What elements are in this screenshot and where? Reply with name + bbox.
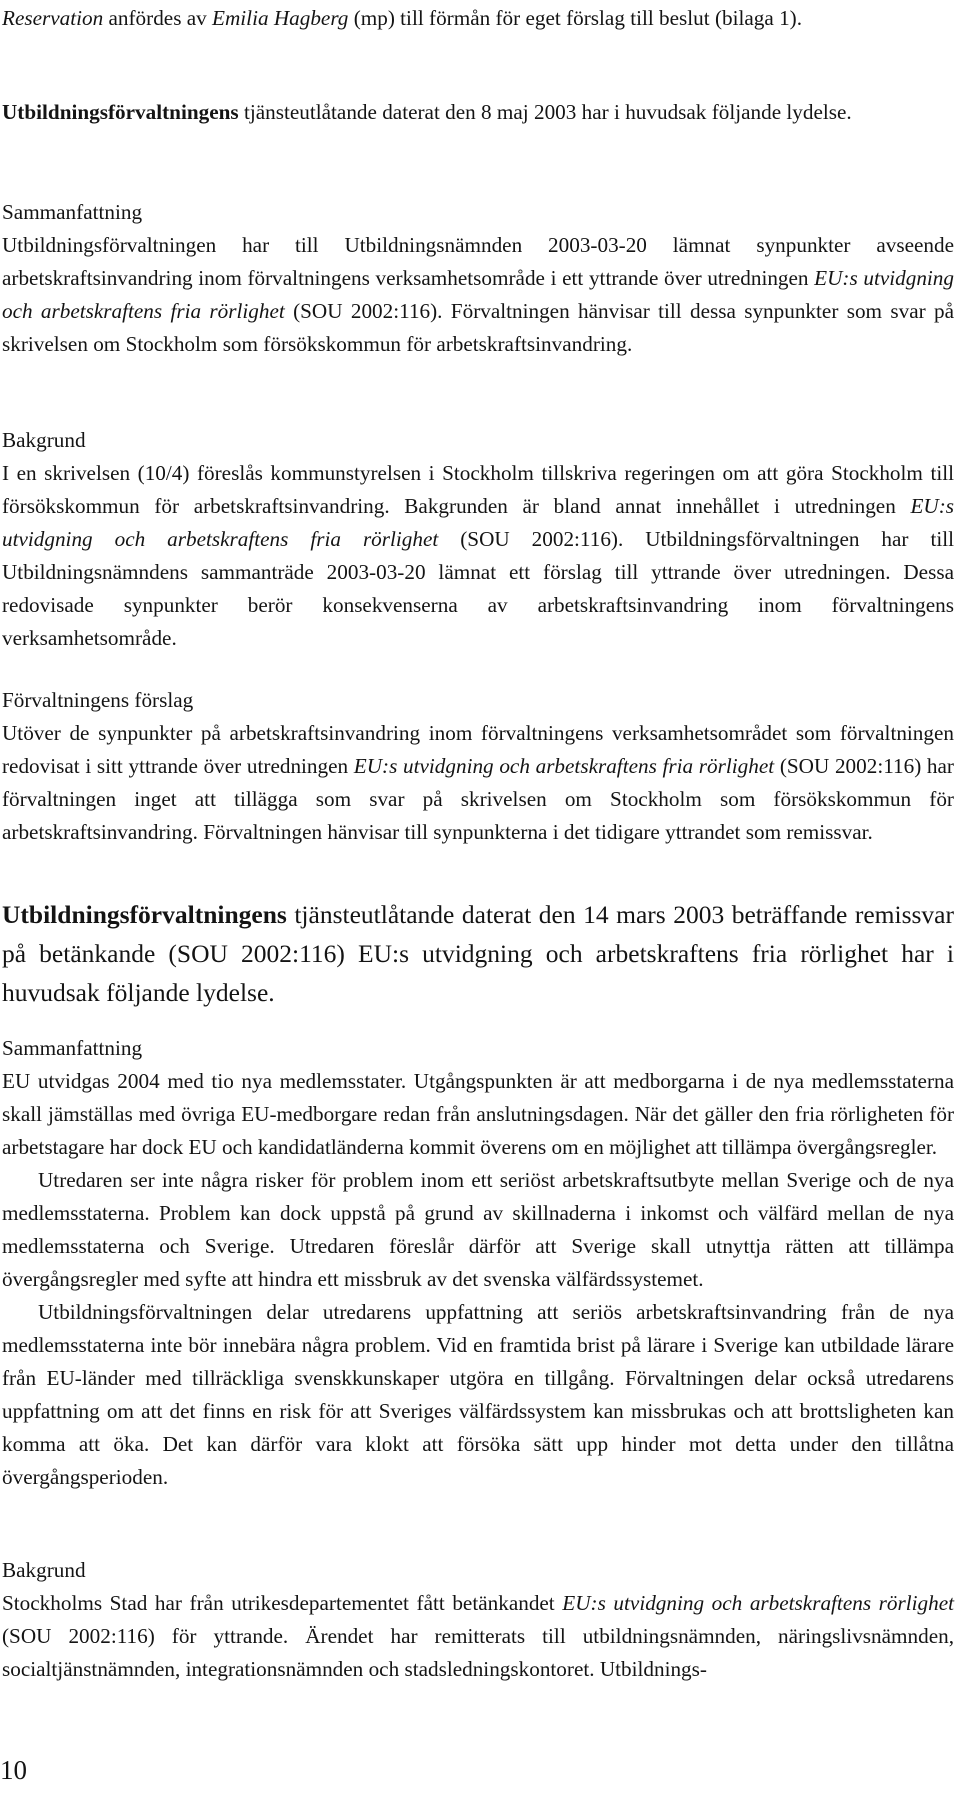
section-summary-1-heading: Sammanfattning bbox=[2, 200, 143, 224]
section-proposal-heading: Förvaltningens förslag bbox=[2, 688, 194, 712]
statement-intro-1-text: tjänsteutlåtande daterat den 8 maj 2003 har i huvudsak följande lydelse. bbox=[238, 100, 852, 124]
reservation-name: Emilia Hagberg bbox=[212, 6, 349, 30]
section-background-2 bbox=[2, 1554, 954, 1686]
section-summary-2 bbox=[2, 1032, 954, 1494]
section-proposal-text-2: (SOU 2002:116) har förvaltningen inget att tillägga som svar på skrivelsen om Stockholm som försökskommun för arbetskraftsinvandring. Förvaltningen hänvisar till synpunkterna i det tidigare yttrandet som remissvar. bbox=[2, 754, 954, 844]
statement-intro-1-bold: Utbildningsförvaltningens bbox=[2, 100, 239, 124]
section-summary-1-body bbox=[2, 229, 954, 361]
statement-intro-1 bbox=[2, 96, 954, 129]
reservation-text-2: (mp) till förmån för eget förslag till beslut (bilaga 1). bbox=[348, 6, 803, 30]
section-background-1 bbox=[2, 424, 954, 655]
section-proposal-text-1: Utöver de synpunkter på arbetskraftsinvandring inom förvaltningens verksamhetsområdet som förvaltningen redovisat i sitt yttrande över utredningen bbox=[2, 721, 954, 778]
section-summary-1 bbox=[2, 196, 954, 361]
reservation-text-1: anfördes av bbox=[103, 6, 213, 30]
reservation-label: Reservation bbox=[2, 6, 104, 30]
section-summary-2-heading: Sammanfattning bbox=[2, 1036, 143, 1060]
section-summary-2-para-1: EU utvidgas 2004 med tio nya medlemsstater. Utgångspunkten är att medborgarna i de nya medlemsstaterna skall jämställas med övriga EU-medborgare redan från anslutningsdagen. När det gäller den fria rörligheten för arbetstagare har dock EU och kandidatländerna kommit överens om en möjlighet att tillämpa övergångsregler. bbox=[2, 1069, 954, 1159]
section-background-2-text-2: (SOU 2002:116) för yttrande. Ärendet har remitterats till utbildningsnämnden, näringslivsnämnden, socialtjänstnämnden, integrationsnämnden och stadsledningskontoret. Utbildnings- bbox=[2, 1624, 954, 1681]
statement-intro-2 bbox=[2, 895, 954, 1012]
section-background-2-italic: EU:s utvidgning och arbetskraftens rörlighet bbox=[562, 1591, 954, 1615]
section-background-1-body bbox=[2, 457, 954, 655]
page-number: 10 bbox=[0, 1755, 27, 1785]
section-background-1-text-2: (SOU 2002:116). Utbildningsförvaltningen har till Utbildningsnämndens sammanträde 2003-03-20 lämnat ett förslag till yttrande över utredningen. Dessa redovisade synpunkter berör konsekvenserna av arbetskraftsinvandring inom förvaltningens verksamhetsområde. bbox=[2, 527, 954, 650]
section-background-2-body bbox=[2, 1587, 954, 1686]
section-background-2-text-1: Stockholms Stad har från utrikesdepartementet fått betänkandet bbox=[2, 1591, 563, 1615]
statement-intro-2-bold: Utbildningsförvaltningens bbox=[2, 900, 287, 929]
section-proposal-italic: EU:s utvidgning och arbetskraftens fria rörlighet bbox=[353, 754, 775, 778]
section-proposal bbox=[2, 684, 954, 849]
section-summary-2-para-3: Utbildningsförvaltningen delar utredarens uppfattning att seriös arbetskraftsinvandring från de nya medlemsstaterna inte bör innebära några problem. Vid en framtida brist på lärare i Sverige kan utbildade lärare från EU-länder med tillräckliga svenskkunskaper utgöra en tillgång. Förvaltningen delar också utredarens uppfattning om att det finns en risk för att Sveriges välfärdssystem kan missbrukas och att brottsligheten kan komma att öka. Det kan därför vara klokt att försöka sätt upp hinder mot detta under den tillåtna övergångsperioden. bbox=[2, 1300, 954, 1489]
section-background-2-heading: Bakgrund bbox=[2, 1558, 86, 1582]
section-background-1-heading: Bakgrund bbox=[2, 428, 86, 452]
section-summary-1-text-1: Utbildningsförvaltningen har till Utbildningsnämnden 2003-03-20 lämnat synpunkter avseende arbetskraftsinvandring inom förvaltningens verksamhetsområde i ett yttrande över utredningen bbox=[2, 233, 954, 290]
section-summary-1-text-2: (SOU 2002:116). Förvaltningen hänvisar till dessa synpunkter som svar på skrivelsen om Stockholm som försökskommun för arbetskraftsinvandring. bbox=[2, 299, 954, 356]
section-summary-1-italic: EU:s utvidgning och arbetskraftens fria rörlighet bbox=[2, 266, 954, 323]
reservation-paragraph bbox=[2, 2, 954, 35]
section-summary-2-para-2: Utredaren ser inte några risker för problem inom ett seriöst arbetskraftsutbyte mellan Sverige och de nya medlemsstaterna. Problem kan dock uppstå på grund av skillnaderna i inkomst och välfärd mellan de nya medlemsstaterna och Sverige. Utredaren föreslår därför att Sverige skall utnyttja rätten att tillämpa övergångsregler med syfte att hindra ett missbruk av det svenska välfärdssystemet. bbox=[2, 1168, 954, 1291]
section-proposal-body bbox=[2, 717, 954, 849]
section-background-1-text-1: I en skrivelsen (10/4) föreslås kommunstyrelsen i Stockholm tillskriva regeringen om att göra Stockholm till försökskommun för arbetskraftsinvandring. Bakgrunden är bland annat innehållet i utredningen bbox=[2, 461, 954, 518]
section-background-1-italic: EU:s utvidgning och arbetskraftens fria rörlighet bbox=[2, 494, 954, 551]
statement-intro-2-text: tjänsteutlåtande daterat den 14 mars 2003 beträffande remissvar på betänkande (SOU 2002:116) EU:s utvidgning och arbetskraftens fria rörlighet har i huvudsak följande lydelse. bbox=[2, 900, 954, 1007]
